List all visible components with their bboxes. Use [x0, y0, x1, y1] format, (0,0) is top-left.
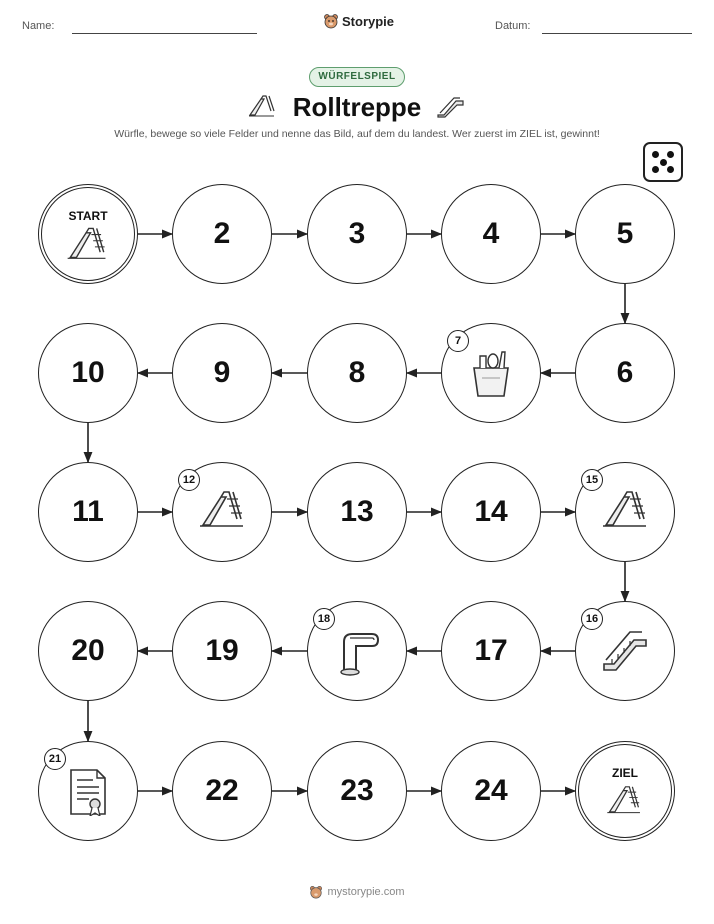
board-space[interactable] — [307, 601, 407, 701]
board-space[interactable] — [38, 323, 138, 423]
board-space[interactable] — [172, 462, 272, 562]
space-number: 5 — [616, 217, 634, 250]
grocery-bag-icon — [466, 348, 516, 398]
space-number: 9 — [213, 356, 231, 389]
instructions: Würfle, bewege so viele Felder und nenne das Bild, auf dem du landest. Wer zuerst im ZIEL ist, gewinnt! — [114, 128, 600, 140]
board-space[interactable] — [307, 323, 407, 423]
space-number: 10 — [71, 356, 105, 389]
start-space[interactable] — [38, 184, 138, 284]
space-number-badge: 15 — [581, 469, 603, 491]
escalator-icon — [600, 626, 650, 676]
slide-icon — [600, 487, 650, 537]
board-space[interactable] — [38, 601, 138, 701]
certificate-icon — [63, 766, 113, 816]
space-number-badge: 21 — [44, 748, 66, 770]
board-space[interactable] — [575, 601, 675, 701]
name-label: Name: — [22, 20, 55, 32]
footer — [0, 885, 714, 899]
board-space[interactable] — [575, 184, 675, 284]
space-number-badge: 12 — [178, 469, 200, 491]
page-title: Rolltreppe — [292, 92, 422, 122]
date-label: Datum: — [495, 20, 531, 32]
brand-name: Storypie — [342, 13, 395, 29]
board-space[interactable] — [575, 323, 675, 423]
space-number-badge: 16 — [581, 608, 603, 630]
space-number: 22 — [205, 774, 239, 807]
footer-url[interactable]: mystorypie.com — [327, 886, 405, 898]
slide-icon — [605, 783, 643, 821]
finish-label: ZIEL — [612, 766, 638, 780]
game-type-badge: WÜRFELSPIEL — [309, 67, 405, 87]
board-space[interactable] — [172, 323, 272, 423]
space-number: 6 — [616, 356, 634, 389]
space-number-badge: 7 — [447, 330, 469, 352]
board-space[interactable] — [307, 462, 407, 562]
board-space[interactable] — [172, 601, 272, 701]
space-number: 20 — [71, 634, 105, 667]
space-number-badge: 18 — [313, 608, 335, 630]
slide-icon — [197, 487, 247, 537]
board-space[interactable] — [307, 741, 407, 841]
space-number: 11 — [72, 495, 104, 528]
slide-icon — [64, 224, 110, 268]
space-number: 4 — [482, 217, 500, 250]
space-number: 3 — [348, 217, 366, 250]
space-number: 17 — [474, 634, 508, 667]
space-number: 2 — [213, 217, 231, 250]
handrail-icon — [332, 626, 382, 676]
space-number: 23 — [340, 774, 374, 807]
board-space[interactable] — [441, 462, 541, 562]
board-space[interactable] — [441, 601, 541, 701]
board-space[interactable] — [38, 741, 138, 841]
board-space[interactable] — [172, 741, 272, 841]
space-number: 13 — [340, 495, 374, 528]
space-number: 24 — [474, 774, 508, 807]
space-number: 8 — [348, 356, 366, 389]
board-space[interactable] — [441, 741, 541, 841]
board-space[interactable] — [307, 184, 407, 284]
board-space[interactable] — [575, 462, 675, 562]
board-space[interactable] — [441, 323, 541, 423]
board-space[interactable] — [38, 462, 138, 562]
board-space[interactable] — [172, 184, 272, 284]
board-space[interactable] — [441, 184, 541, 284]
space-number: 19 — [205, 634, 239, 667]
start-label: START — [68, 209, 108, 223]
finish-space[interactable] — [575, 741, 675, 841]
space-number: 14 — [474, 495, 508, 528]
bear-mascot-icon — [309, 885, 323, 899]
